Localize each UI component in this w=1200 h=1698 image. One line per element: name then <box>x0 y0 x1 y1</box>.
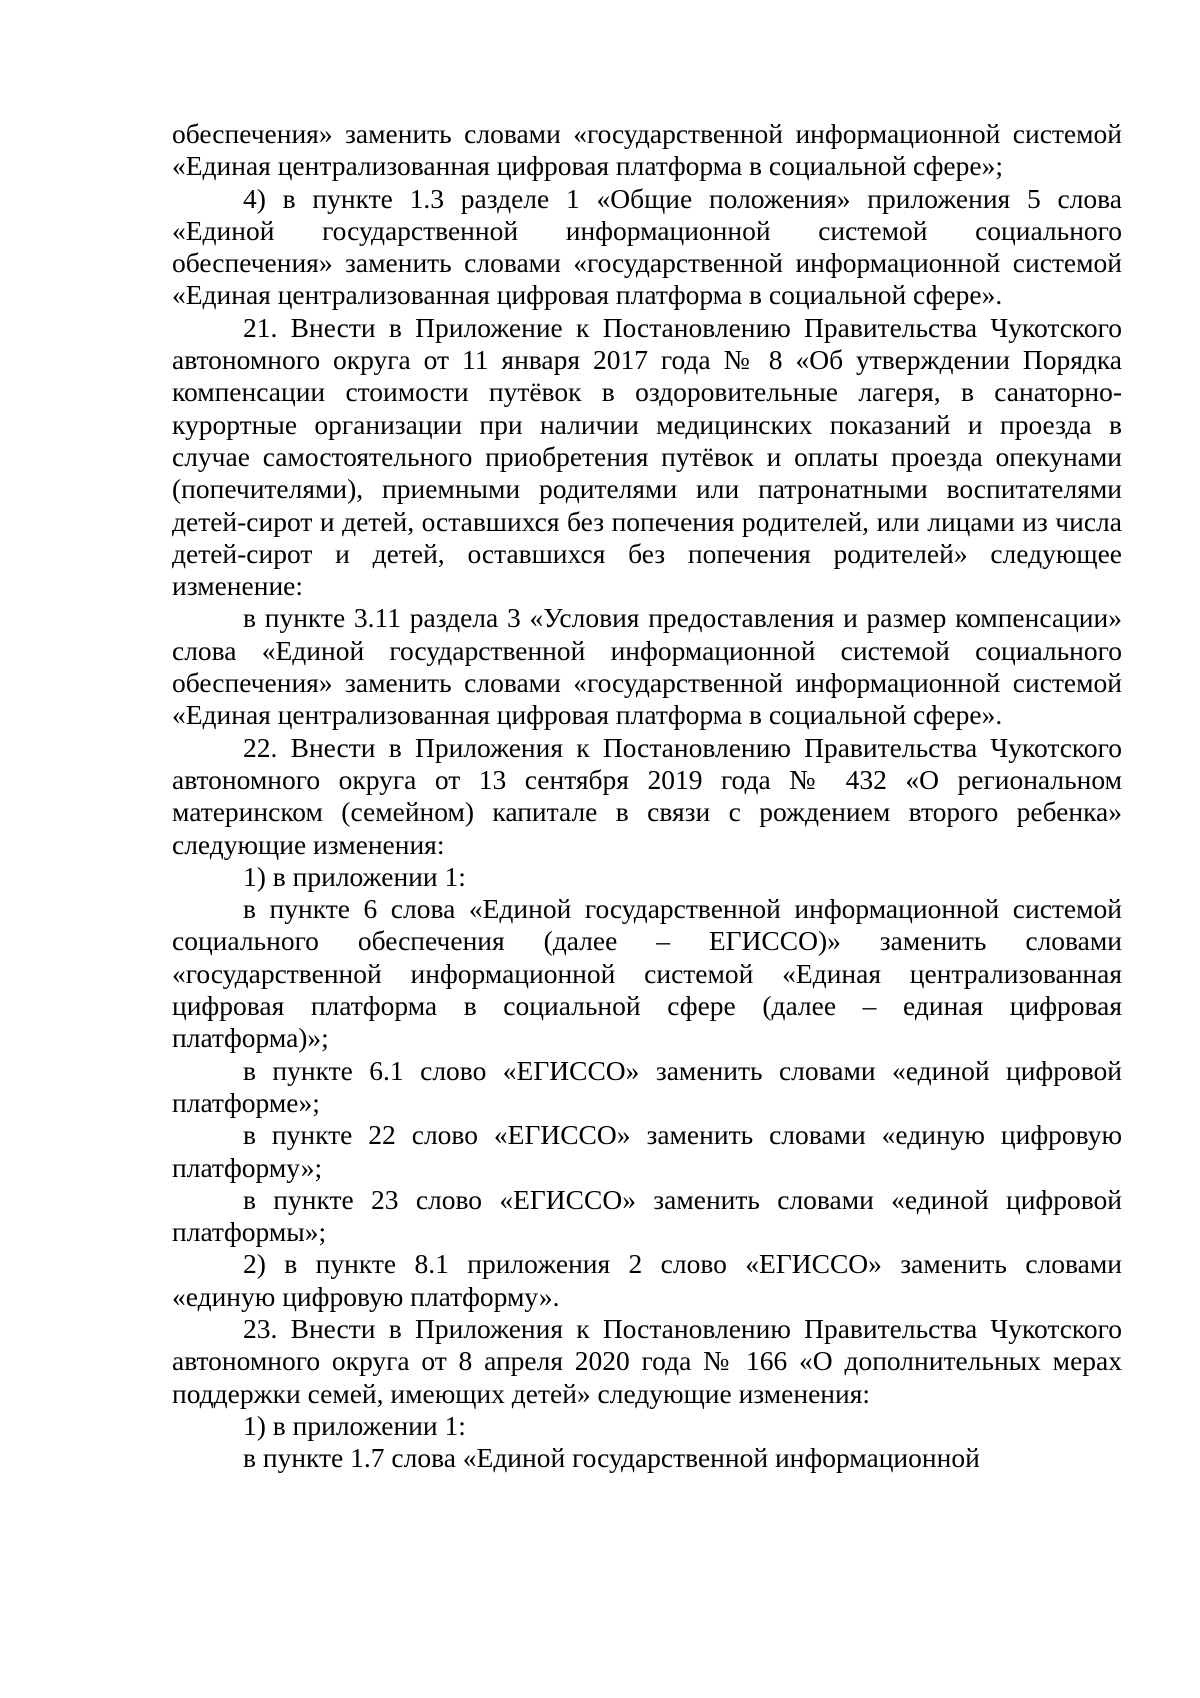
paragraph-22-item-2: 2) в пункте 8.1 приложения 2 слово «ЕГИССО» заменить словами «единую цифровую платформу». <box>172 1248 1122 1312</box>
paragraph-item-4: 4) в пункте 1.3 разделе 1 «Общие положения» приложения 5 слова «Единой государственной информационной системой социального обеспечения» заменить словами «государственной информационной системой «Единая централизованная цифровая платформа в социальной сфере». <box>172 182 1122 311</box>
paragraph-22-point-22: в пункте 22 слово «ЕГИССО» заменить словами «единую цифровую платформу»; <box>172 1119 1122 1183</box>
paragraph-22-point-23: в пункте 23 слово «ЕГИССО» заменить словами «единой цифровой платформы»; <box>172 1183 1122 1248</box>
paragraph-22-item-1: 1) в приложении 1: <box>243 860 466 892</box>
paragraph-continuation: обеспечения» заменить словами «государственной информационной системой «Единая централизованная цифровая платформа в социальной сфере»; <box>172 118 1122 182</box>
paragraph-22-point-6-1: в пункте 6.1 слово «ЕГИССО» заменить словами «единой цифровой платформе»; <box>172 1054 1122 1118</box>
paragraph-22-point-6: в пункте 6 слова «Единой государственной информационной системой социального обеспечения (далее – ЕГИССО)» заменить словами «государственной информационной системой «Единая централизованная цифровая платформа в социальной сфере (далее – единая цифровая платформа)»; <box>172 893 1122 1054</box>
paragraph-21: 21. Внести в Приложение к Постановлению Правительства Чукотского автономного округа от 11 января 2017 года № 8 «Об утверждении Порядка компенсации стоимости путёвок в оздоровительные лагеря, в санаторно-курортные организации при наличии медицинских показаний и проезда в случае самостоятельного приобретения путёвок и оплаты проезда опекунами (попечителями), приемными родителями или патронатными воспитателями детей-сирот и детей, оставшихся без попечения родителей, или лицами из числа детей-сирот и детей, оставшихся без попечения родителей» следующее изменение: <box>172 311 1122 602</box>
paragraph-23: 23. Внести в Приложения к Постановлению Правительства Чукотского автономного округа от 8 апреля 2020 года № 166 «О дополнительных мерах поддержки семей, имеющих детей» следующие изменения: <box>172 1312 1122 1409</box>
paragraph-22: 22. Внести в Приложения к Постановлению Правительства Чукотского автономного округа от 13 сентября 2019 года № 432 «О региональном материнском (семейном) капитале в связи с рождением второго ребенка» следующие изменения: <box>172 731 1122 860</box>
paragraph-23-point-1-7: в пункте 1.7 слова «Единой государственной информационной <box>243 1442 980 1474</box>
paragraph-23-item-1: 1) в приложении 1: <box>243 1409 466 1441</box>
document-page <box>172 118 1122 1474</box>
paragraph-21-change: в пункте 3.11 раздела 3 «Условия предоставления и размер компенсации» слова «Единой государственной информационной системой социального обеспечения» заменить словами «государственной информационной системой «Единая централизованная цифровая платформа в социальной сфере». <box>172 602 1122 731</box>
